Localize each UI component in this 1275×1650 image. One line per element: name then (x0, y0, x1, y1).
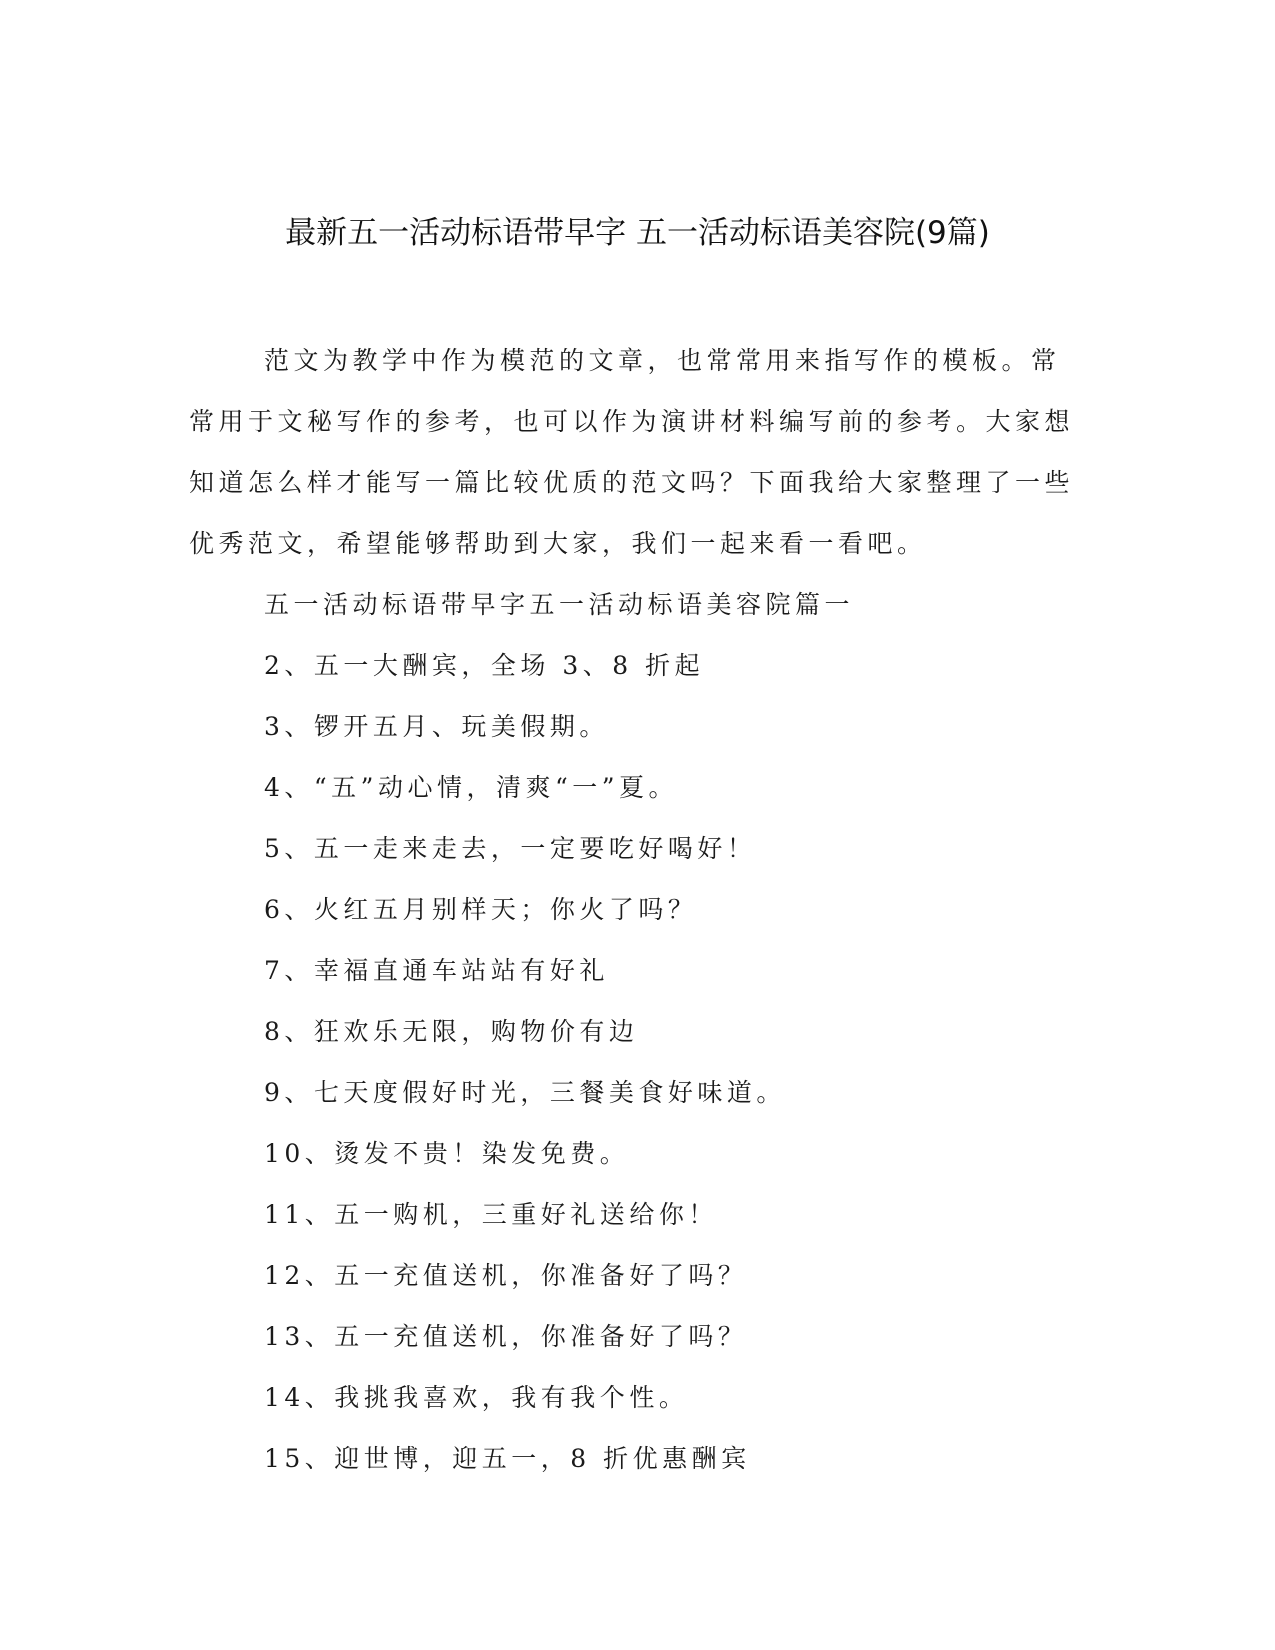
slogan-item: 5、五一走来走去，一定要吃好喝好！ (264, 834, 757, 863)
slogan-list (189, 635, 1079, 1489)
slogan-item: 10、烫发不贵！染发免费。 (264, 1139, 630, 1168)
slogan-item: 6、火红五月别样天；你火了吗？ (264, 895, 698, 924)
slogan-item: 13、五一充值送机，你准备好了吗？ (264, 1322, 748, 1351)
document-body (189, 330, 1079, 1489)
slogan-item: 3、锣开五月、玩美假期。 (264, 712, 609, 741)
slogan-item: 8、狂欢乐无限，购物价有边 (264, 1017, 639, 1046)
slogan-item: 11、五一购机，三重好礼送给你！ (264, 1200, 718, 1229)
slogan-item: 9、七天度假好时光，三餐美食好味道。 (264, 1078, 786, 1107)
slogan-item: 12、五一充值送机，你准备好了吗？ (264, 1261, 748, 1290)
slogan-item: 7、幸福直通车站站有好礼 (264, 956, 609, 985)
slogan-item: 2、五一大酬宾，全场 3、8 折起 (264, 651, 705, 680)
slogan-item: 14、我挑我喜欢，我有我个性。 (264, 1383, 689, 1412)
slogan-item: 15、迎世博，迎五一，8 折优惠酬宾 (264, 1444, 751, 1473)
intro-paragraph: 范文为教学中作为模范的文章，也常常用来指写作的模板。常常用于文秘写作的参考，也可以作为演讲材料编写前的参考。大家想知道怎么样才能写一篇比较优质的范文吗？下面我给大家整理了一些优秀范文，希望能够帮助到大家，我们一起来看一看吧。 (189, 346, 1075, 558)
document-title: 最新五一活动标语带早字 五一活动标语美容院(9篇) (285, 215, 990, 251)
slogan-item: 4、“五”动心情，清爽“一”夏。 (264, 773, 679, 802)
section-heading: 五一活动标语带早字五一活动标语美容院篇一 (264, 590, 855, 619)
